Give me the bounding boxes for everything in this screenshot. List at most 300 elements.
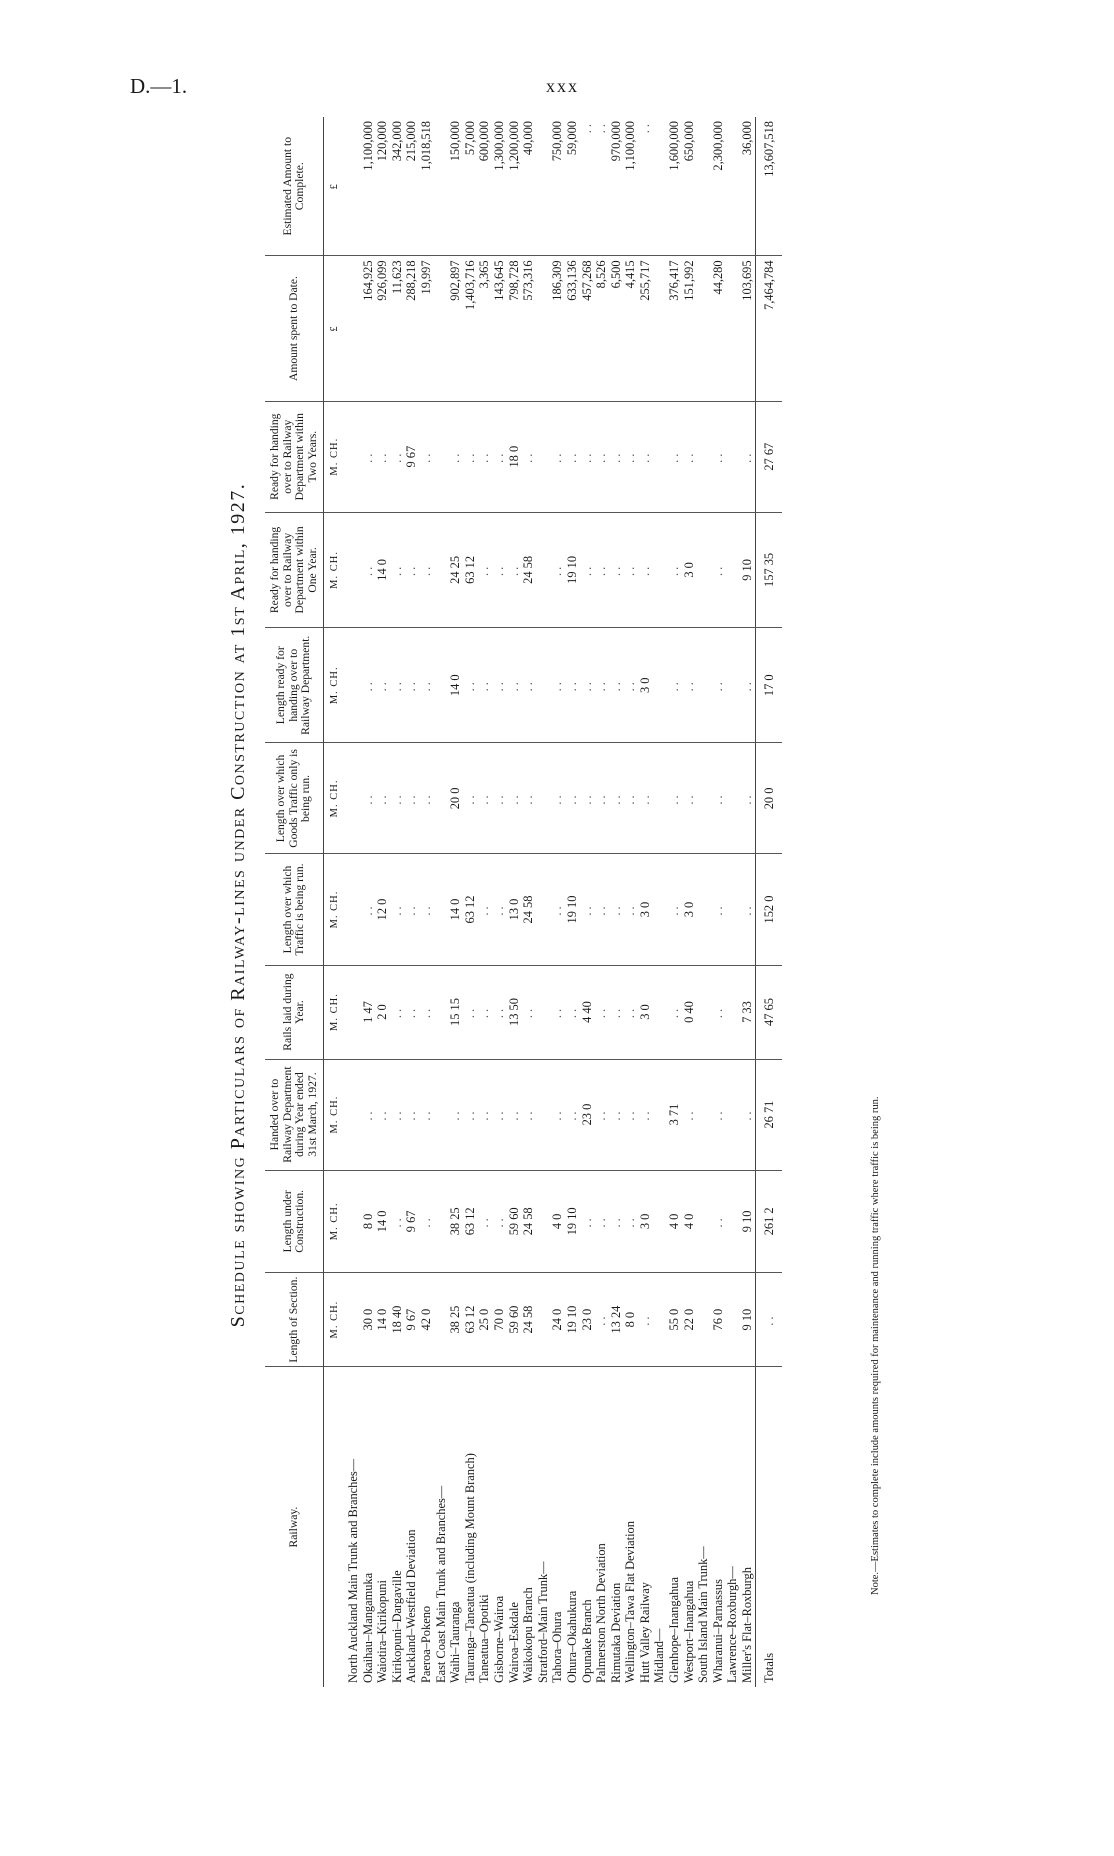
railway-name: Totals [755, 1367, 782, 1687]
table-cell [434, 1059, 449, 1170]
table-row [434, 117, 449, 1687]
table-cell [725, 1170, 740, 1273]
table-cell: .. [404, 854, 419, 965]
table-cell: .. [594, 1059, 609, 1170]
table-cell: .. [609, 1059, 624, 1170]
table-cell [696, 117, 711, 256]
table-cell: .. [711, 743, 726, 854]
railway-name: Midland— [652, 1628, 667, 1683]
table-cell: .. [594, 512, 609, 627]
table-cell [725, 401, 740, 512]
table-row [419, 117, 434, 1687]
table-cell: 24 0 [550, 1273, 565, 1367]
table-cell: 143,645 [492, 256, 507, 401]
table-cell: .. [740, 854, 755, 965]
table-cell: 59,000 [565, 117, 580, 256]
table-cell: .. [419, 401, 434, 512]
table-cell: 6,500 [609, 256, 624, 401]
unit-label: M. CH. [324, 512, 347, 627]
table-cell: .. [375, 743, 390, 854]
table-cell: 38 25 [448, 1273, 463, 1367]
table-cell: .. [594, 1170, 609, 1273]
table-cell: 3 0 [682, 512, 697, 627]
table-header-row [265, 117, 324, 1687]
table-cell: 19,997 [419, 256, 434, 401]
table-cell: 650,000 [682, 117, 697, 256]
table-cell: .. [667, 401, 682, 512]
table-cell: 23 0 [580, 1273, 595, 1367]
schedule-title: Schedule showing Particulars of Railway-lines under Construction at 1st April, 1927. [227, 482, 249, 1328]
table-cell: 59 60 [507, 1170, 522, 1273]
table-cell [696, 854, 711, 965]
table-cell: .. [477, 1059, 492, 1170]
table-cell: 1,300,000 [492, 117, 507, 256]
table-cell: 342,000 [390, 117, 405, 256]
table-cell: .. [740, 1059, 755, 1170]
table-cell: 970,000 [609, 117, 624, 256]
table-row [682, 117, 697, 1687]
table-cell: .. [609, 401, 624, 512]
table-cell: 23 0 [580, 1059, 595, 1170]
table-cell [652, 628, 667, 743]
table-cell: .. [594, 854, 609, 965]
table-cell: 633,136 [565, 256, 580, 401]
table-cell: .. [580, 117, 595, 256]
table-cell [434, 1170, 449, 1273]
table-cell: .. [390, 965, 405, 1059]
table-cell: 22 0 [682, 1273, 697, 1367]
table-cell: .. [477, 628, 492, 743]
railway-name: Hutt Valley Railway [637, 1582, 652, 1683]
table-cell: .. [638, 743, 653, 854]
table-cell: .. [463, 743, 478, 854]
table-cell: .. [623, 1059, 638, 1170]
table-cell: .. [667, 628, 682, 743]
unit-label: M. CH. [324, 854, 347, 965]
table-cell: 4,415 [623, 256, 638, 401]
table-cell: .. [404, 628, 419, 743]
railway-name: Waihi–Tauranga [448, 1601, 463, 1683]
table-cell [725, 512, 740, 627]
table-cell: 63 12 [463, 1170, 478, 1273]
railway-name: Wairoa–Eskdale [506, 1602, 521, 1683]
column-header: Length under Construction. [265, 1170, 324, 1273]
table-cell [536, 965, 551, 1059]
railway-name: Wharanui–Parnassus [710, 1579, 725, 1683]
table-cell: 120,000 [375, 117, 390, 256]
table-cell: .. [390, 628, 405, 743]
table-cell: .. [477, 512, 492, 627]
table-cell [434, 743, 449, 854]
table-cell: .. [594, 965, 609, 1059]
table-row [375, 117, 390, 1687]
table-row [740, 117, 755, 1687]
table-cell: 47 65 [755, 965, 782, 1059]
unit-label: £ [324, 256, 347, 401]
table-cell [536, 1170, 551, 1273]
table-cell: .. [638, 1059, 653, 1170]
table-cell [652, 1170, 667, 1273]
unit-label: M. CH. [324, 1273, 347, 1367]
table-cell: 1,403,716 [463, 256, 478, 401]
column-header: Estimated Amount to Complete. [265, 117, 324, 256]
railway-name: Westport–Inangahua [681, 1580, 696, 1683]
table-cell: .. [609, 743, 624, 854]
table-cell: .. [550, 512, 565, 627]
table-cell: 24 25 [448, 512, 463, 627]
railway-name: Gisborne–Wairoa [491, 1595, 506, 1683]
table-cell [434, 854, 449, 965]
table-cell: 38 25 [448, 1170, 463, 1273]
page-header [0, 74, 1114, 104]
table-cell [696, 1170, 711, 1273]
table-cell [346, 401, 361, 512]
table-cell: .. [550, 1059, 565, 1170]
table-cell [434, 965, 449, 1059]
table-cell: 24 58 [521, 1273, 536, 1367]
railway-name: North Auckland Main Trunk and Branches— [346, 1458, 360, 1683]
railway-name: Ohura–Okahukura [564, 1590, 579, 1683]
table-cell: .. [667, 965, 682, 1059]
table-cell: 13,607,518 [755, 117, 782, 256]
table-cell: .. [609, 965, 624, 1059]
table-cell: .. [375, 628, 390, 743]
table-cell: .. [419, 1059, 434, 1170]
table-cell: 57,000 [463, 117, 478, 256]
table-row [521, 117, 536, 1687]
table-row [550, 117, 565, 1687]
table-cell [346, 512, 361, 627]
table-cell [652, 1273, 667, 1367]
table-cell: .. [623, 965, 638, 1059]
column-header: Handed over to Railway Department during Year ended 31st March, 1927. [265, 1059, 324, 1170]
table-cell: .. [492, 1170, 507, 1273]
table-cell [434, 256, 449, 401]
table-cell: .. [638, 401, 653, 512]
table-cell: 17 0 [755, 628, 782, 743]
table-cell: .. [550, 965, 565, 1059]
table-cell [434, 628, 449, 743]
table-cell: .. [492, 854, 507, 965]
table-cell: .. [623, 854, 638, 965]
table-row [463, 117, 478, 1687]
table-cell [652, 256, 667, 401]
table-cell: 0 40 [682, 965, 697, 1059]
railway-name: Paeroa–Pokeno [418, 1605, 433, 1683]
table-cell: 9 67 [404, 1170, 419, 1273]
table-cell: .. [521, 628, 536, 743]
table-cell [696, 256, 711, 401]
railway-name: East Coast Main Trunk and Branches— [433, 1485, 448, 1683]
table-cell: .. [492, 628, 507, 743]
table-cell: .. [390, 1170, 405, 1273]
table-cell [536, 1059, 551, 1170]
table-cell: .. [580, 1170, 595, 1273]
table-row [609, 117, 624, 1687]
table-cell: .. [361, 743, 376, 854]
table-cell: .. [361, 854, 376, 965]
table-cell [536, 256, 551, 401]
table-cell: 20 0 [755, 743, 782, 854]
table-cell: 19 10 [565, 512, 580, 627]
railway-name: Rimutaka Deviation [608, 1582, 623, 1683]
table-cell: 27 67 [755, 401, 782, 512]
table-cell: 9 67 [404, 401, 419, 512]
table-units-row [324, 117, 347, 1687]
table-cell [652, 965, 667, 1059]
table-cell: .. [609, 854, 624, 965]
table-cell: 36,000 [740, 117, 755, 256]
table-cell: .. [623, 743, 638, 854]
table-cell: .. [404, 965, 419, 1059]
table-cell [725, 628, 740, 743]
table-cell [696, 1059, 711, 1170]
table-cell: 3 0 [638, 1170, 653, 1273]
table-cell: .. [580, 401, 595, 512]
table-cell: .. [361, 512, 376, 627]
table-cell: 288,218 [404, 256, 419, 401]
table-cell: 4 40 [580, 965, 595, 1059]
table-cell: .. [623, 401, 638, 512]
table-cell: .. [609, 1170, 624, 1273]
table-cell [696, 1273, 711, 1367]
column-header: Length of Section. [265, 1273, 324, 1367]
table-cell: .. [623, 1170, 638, 1273]
table-row [580, 117, 595, 1687]
railway-name: Taneatua–Opotiki [477, 1594, 492, 1683]
table-cell: 7,464,784 [755, 256, 782, 401]
table-cell: 25 0 [477, 1273, 492, 1367]
table-cell: .. [390, 854, 405, 965]
table-cell [652, 854, 667, 965]
table-cell [536, 401, 551, 512]
table-cell: 3 0 [638, 628, 653, 743]
table-cell: .. [580, 854, 595, 965]
table-cell: 9 67 [404, 1273, 419, 1367]
railway-name: Waikokopu Branch [521, 1587, 536, 1683]
railway-name: Lawrence–Roxburgh— [725, 1566, 740, 1683]
table-cell [346, 1273, 361, 1367]
table-cell: .. [477, 854, 492, 965]
parliamentary-paper-number: D.—1. [130, 74, 188, 98]
table-cell: .. [419, 965, 434, 1059]
table-cell: .. [492, 965, 507, 1059]
table-cell: 1,100,000 [623, 117, 638, 256]
column-header: Ready for handing over to Railway Department within Two Years. [265, 401, 324, 512]
table-cell: .. [711, 512, 726, 627]
table-cell: 600,000 [477, 117, 492, 256]
table-cell [696, 401, 711, 512]
unit-label: M. CH. [324, 1059, 347, 1170]
table-cell: 19 10 [565, 1273, 580, 1367]
railway-name: Tahora–Ohura [550, 1611, 565, 1683]
table-cell: 24 58 [521, 854, 536, 965]
table-cell: 157 35 [755, 512, 782, 627]
table-cell: .. [404, 512, 419, 627]
table-cell: 19 10 [565, 1170, 580, 1273]
unit-label: £ [324, 117, 347, 256]
table-cell: .. [463, 628, 478, 743]
table-cell [434, 512, 449, 627]
table-row [725, 117, 740, 1687]
railway-name: Tauranga–Taneatua (including Mount Branch) [462, 1453, 477, 1683]
table-cell: 150,000 [448, 117, 463, 256]
table-cell: 750,000 [550, 117, 565, 256]
table-row [594, 117, 609, 1687]
table-cell: .. [521, 401, 536, 512]
table-row [667, 117, 682, 1687]
table-cell: .. [550, 628, 565, 743]
table-cell: 926,099 [375, 256, 390, 401]
table-cell: 76 0 [711, 1273, 726, 1367]
table-cell: .. [667, 512, 682, 627]
table-cell: 2 0 [375, 965, 390, 1059]
column-header: Amount spent to Date. [265, 256, 324, 401]
table-cell: .. [565, 1059, 580, 1170]
table-cell: .. [448, 1059, 463, 1170]
table-cell: .. [682, 743, 697, 854]
table-cell: .. [609, 628, 624, 743]
table-cell: 24 58 [521, 512, 536, 627]
table-row [346, 117, 361, 1687]
table-cell: 1 47 [361, 965, 376, 1059]
railway-name: Stratford–Main Trunk— [535, 1561, 550, 1683]
table-row [565, 117, 580, 1687]
table-cell: 3 71 [667, 1059, 682, 1170]
table-cell: .. [667, 854, 682, 965]
table-cell: 4 0 [667, 1170, 682, 1273]
railway-name: Kirikopuni–Dargaville [389, 1570, 404, 1683]
column-header: Railway. [265, 1367, 324, 1687]
table-cell: .. [463, 965, 478, 1059]
table-cell: .. [667, 743, 682, 854]
table-cell [346, 1059, 361, 1170]
table-cell: .. [390, 1059, 405, 1170]
table-cell [652, 743, 667, 854]
table-cell [536, 512, 551, 627]
table-cell: .. [419, 1170, 434, 1273]
table-cell: .. [623, 512, 638, 627]
table-row [711, 117, 726, 1687]
table-cell [346, 117, 361, 256]
table-cell: 4 0 [682, 1170, 697, 1273]
table-cell: 3,365 [477, 256, 492, 401]
table-cell: 13 0 [507, 854, 522, 965]
table-cell [725, 854, 740, 965]
column-header: Length over which Goods Traffic only is being run. [265, 743, 324, 854]
table-cell: .. [492, 1059, 507, 1170]
table-cell: 186,309 [550, 256, 565, 401]
table-cell [434, 117, 449, 256]
table-cell: 2,300,000 [711, 117, 726, 256]
table-cell: .. [521, 965, 536, 1059]
table-cell [725, 965, 740, 1059]
table-cell: 44,280 [711, 256, 726, 401]
table-cell: 18 0 [507, 401, 522, 512]
table-cell: .. [755, 1273, 782, 1367]
table-cell: 261 2 [755, 1170, 782, 1273]
table-row [404, 117, 419, 1687]
railway-name: Okaihau–Mangamuka [360, 1572, 375, 1683]
table-cell [434, 1273, 449, 1367]
table-cell: .. [594, 117, 609, 256]
table-cell: .. [638, 117, 653, 256]
table-row [623, 117, 638, 1687]
footnote: Note.—Estimates to complete include amounts required for maintenance and running traffic where traffic is being run. [870, 1096, 881, 1595]
unit-label: M. CH. [324, 1170, 347, 1273]
table-cell [346, 1170, 361, 1273]
railway-name: Auckland–Westfield Deviation [404, 1529, 419, 1683]
table-cell: .. [477, 965, 492, 1059]
table-body [346, 117, 782, 1687]
table-cell: .. [507, 512, 522, 627]
table-cell: 3 0 [682, 854, 697, 965]
table-cell: 19 10 [565, 854, 580, 965]
table-cell: 13 50 [507, 965, 522, 1059]
table-cell [725, 1273, 740, 1367]
table-cell: 26 71 [755, 1059, 782, 1170]
column-header: Length over which Traffic is being run. [265, 854, 324, 965]
table-cell: 9 10 [740, 1170, 755, 1273]
table-cell [725, 743, 740, 854]
table-row [696, 117, 711, 1687]
table-cell [536, 628, 551, 743]
table-cell: 3 0 [638, 965, 653, 1059]
rotated-schedule-sheet [218, 115, 904, 1695]
table-cell: 14 0 [375, 1170, 390, 1273]
column-header: Rails laid during Year. [265, 965, 324, 1059]
table-cell: 20 0 [448, 743, 463, 854]
railway-name: Wellington–Tawa Flat Deviation [623, 1521, 638, 1683]
table-cell: .. [390, 512, 405, 627]
table-cell: 55 0 [667, 1273, 682, 1367]
table-cell: 151,992 [682, 256, 697, 401]
table-cell: .. [361, 1059, 376, 1170]
table-cell: .. [682, 401, 697, 512]
table-cell: 15 15 [448, 965, 463, 1059]
table-row [361, 117, 376, 1687]
table-cell: .. [580, 743, 595, 854]
table-cell: .. [448, 401, 463, 512]
table-cell: 14 0 [448, 628, 463, 743]
table-row [492, 117, 507, 1687]
table-cell: 30 0 [361, 1273, 376, 1367]
table-cell [725, 1059, 740, 1170]
table-cell: .. [594, 628, 609, 743]
table-cell: .. [477, 1170, 492, 1273]
table-cell [652, 401, 667, 512]
table-cell [346, 965, 361, 1059]
table-cell: .. [419, 854, 434, 965]
table-cell: 164,925 [361, 256, 376, 401]
table-cell: .. [361, 628, 376, 743]
table-cell: .. [711, 965, 726, 1059]
table-cell: .. [390, 743, 405, 854]
table-cell: 63 12 [463, 854, 478, 965]
table-cell: .. [404, 1059, 419, 1170]
table-cell: 1,200,000 [507, 117, 522, 256]
table-cell: 18 40 [390, 1273, 405, 1367]
table-cell: .. [565, 743, 580, 854]
table-cell: .. [419, 628, 434, 743]
page-number: xxx [546, 76, 579, 96]
table-cell: .. [740, 743, 755, 854]
totals-row [755, 117, 782, 1687]
railway-name: Waiotira–Kirikopuni [375, 1580, 390, 1683]
table-cell [696, 512, 711, 627]
table-cell: .. [682, 1059, 697, 1170]
table-cell: 63 12 [463, 1273, 478, 1367]
